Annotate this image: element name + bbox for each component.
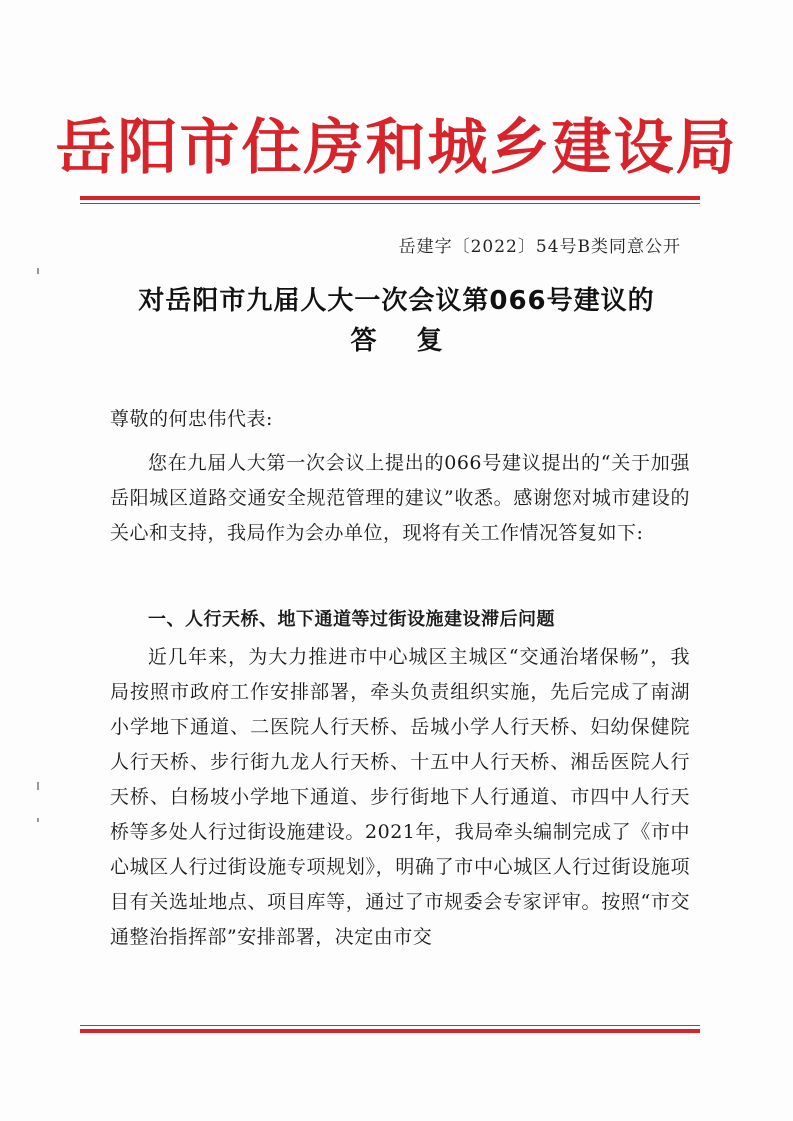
masthead-divider-thin bbox=[80, 203, 700, 204]
scan-mark bbox=[37, 818, 39, 822]
document-title-line-1: 对岳阳市九届人大一次会议第066号建议的 bbox=[138, 286, 655, 316]
footer-divider-thin bbox=[80, 1025, 700, 1026]
scan-mark bbox=[37, 268, 39, 274]
section-heading-1: 一、人行天桥、地下通道等过街设施建设滞后问题 bbox=[148, 609, 555, 630]
masthead-org-name: 岳阳市住房和城乡建设局 bbox=[55, 113, 738, 183]
salutation: 尊敬的何忠伟代表: bbox=[110, 408, 273, 430]
scan-mark bbox=[37, 782, 39, 790]
footer-divider-thick bbox=[80, 1029, 700, 1033]
document-number: 岳建字〔2022〕54号B类同意公开 bbox=[398, 237, 681, 257]
masthead-divider-thick bbox=[80, 196, 700, 200]
body-paragraph-1: 您在九届人大第一次会议上提出的066号建议提出的“关于加强岳阳城区道路交通安全规范管理的建议”收悉。感谢您对城市建设的关心和支持，我局作为会办单位，现将有关工作情况答复如下: bbox=[110, 452, 690, 544]
document-title-line-2: 答复 bbox=[350, 326, 483, 356]
body-paragraph-2: 近几年来，为大力推进市中心城区主城区“交通治堵保畅”，我局按照市政府工作安排部署，牵头负责组织实施，先后完成了南湖小学地下通道、二医院人行天桥、岳城小学人行天桥、妇幼保健院人行天桥、步行街九龙人行天桥、十五中人行天桥、湘岳医院人行天桥、白杨坡小学地下通道、步行街地下人行通道、市四中人行天桥等多处人行过街设施建设。2021年，我局牵头编制完成了《市中心城区人行过街设施专项规划》，明确了市中心城区人行过街设施项目有关选址地点、项目库等，通过了市规委会专家评审。按照“市交通整治指挥部”安排部署，决定由市交 bbox=[110, 646, 690, 948]
